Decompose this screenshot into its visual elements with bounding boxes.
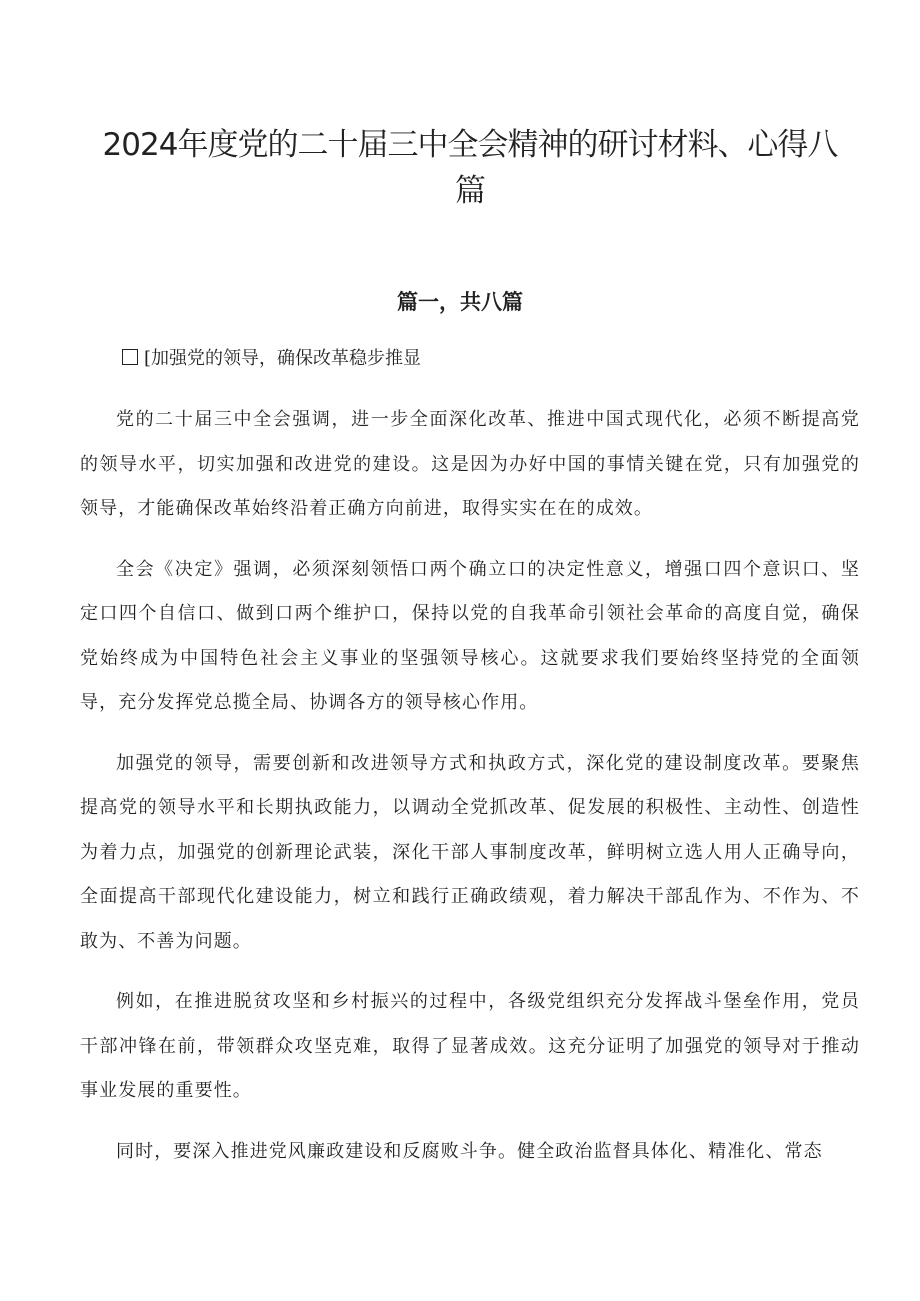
section-heading: 篇一，共八篇 xyxy=(397,290,523,314)
subheading-text: 加强党的领导，确保改革稳步推显 xyxy=(151,348,422,369)
paragraph-5: 同时，要深入推进党风廉政建设和反腐败斗争。健全政治监督具体化、精准化、常态 xyxy=(116,1140,823,1162)
paragraph-2: 全会《决定》强调，必须深刻领悟口两个确立口的决定性意义，增强口四个意识口、坚定口四个自信口、做到口两个维护口，保持以党的自我革命引领社会革命的高度自觉，确保党始终成为中国特色社会主义事业的坚强领导核心。这就要求我们要始终坚持党的全面领导，充分发挥党总揽全局、协调各方的领导核心作用。 xyxy=(80,558,860,713)
subheading-bracket: [ xyxy=(144,348,152,369)
paragraph-3: 加强党的领导，需要创新和改进领导方式和执政方式，深化党的建设制度改革。要聚焦提高党的领导水平和长期执政能力，以调动全党抓改革、促发展的积极性、主动性、创造性为着力点，加强党的创新理论武装，深化干部人事制度改革，鲜明树立选人用人正确导向，全面提高干部现代化建设能力，树立和践行正确政绩观，着力解决干部乱作为、不作为、不敢为、不善为问题。 xyxy=(80,752,860,952)
paragraph-1: 党的二十届三中全会强调，进一步全面深化改革、推进中国式现代化，必须不断提高党的领导水平，切实加强和改进党的建设。这是因为办好中国的事情关键在党，只有加强党的领导，才能确保改革始终沿着正确方向前进，取得实实在在的成效。 xyxy=(80,409,860,519)
paragraph-4: 例如，在推进脱贫攻坚和乡村振兴的过程中，各级党组织充分发挥战斗堡垒作用，党员干部冲锋在前，带领群众攻坚克难，取得了显著成效。这充分证明了加强党的领导对于推动事业发展的重要性。 xyxy=(80,991,860,1101)
document-body xyxy=(80,398,860,1190)
checkbox-square-icon xyxy=(122,349,138,365)
document-title: 2024年度党的二十届三中全会精神的研讨材料、心得八篇 xyxy=(102,127,838,209)
subheading-line xyxy=(122,346,421,372)
